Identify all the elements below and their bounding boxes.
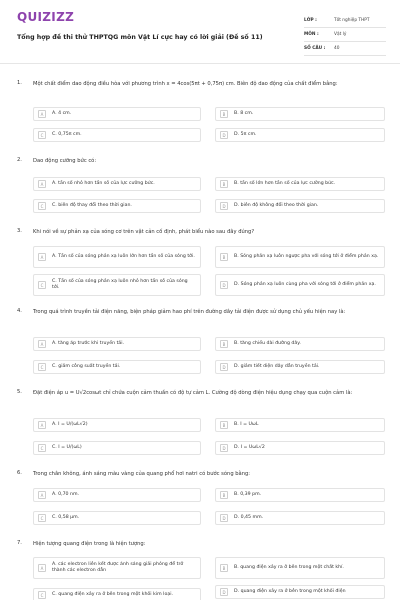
- option-letter: C: [38, 202, 46, 210]
- option-a[interactable]: [33, 557, 201, 579]
- question-text: Đặt điện áp u = U√2cosωt chỉ chứa cuộn cảm thuần có độ tự cảm L. Cường độ dòng điện hiệu dụng chạy qua cuộn cảm là:: [33, 390, 353, 396]
- option-d[interactable]: [215, 511, 385, 525]
- question-number: 2.: [17, 157, 22, 163]
- question-7: [17, 540, 387, 550]
- option-text: C. 0,75π cm.: [52, 131, 82, 137]
- meta-row-class: [304, 14, 386, 28]
- option-text: A. tăng áp trước khi truyền tải.: [52, 340, 125, 346]
- option-letter: B: [220, 421, 228, 429]
- option-letter: D: [220, 202, 228, 210]
- option-d[interactable]: [215, 585, 385, 599]
- option-letter: B: [220, 340, 228, 348]
- option-letter: D: [220, 514, 228, 522]
- option-letter: C: [38, 514, 46, 522]
- option-letter: B: [220, 253, 228, 261]
- meta-info-box: [304, 14, 386, 56]
- question-number: 7.: [17, 540, 22, 546]
- option-b[interactable]: [215, 177, 385, 191]
- option-a[interactable]: [33, 488, 201, 502]
- option-d[interactable]: [215, 128, 385, 142]
- option-text: A. Tần số của sóng phản xạ luôn lớn hơn tần số của sóng tới.: [52, 253, 195, 259]
- option-b[interactable]: [215, 246, 385, 268]
- question-number: 4.: [17, 308, 22, 314]
- option-c[interactable]: [33, 199, 201, 213]
- option-letter: B: [220, 564, 228, 572]
- option-text: D. 0,45 mm.: [234, 514, 264, 520]
- option-c[interactable]: [33, 360, 201, 374]
- option-letter: A: [38, 340, 46, 348]
- meta-key: MÔN :: [304, 32, 319, 37]
- question-text: Khi nói về sự phản xạ của sóng cơ trên vật cản cố định, phát biểu nào sau đây đúng?: [33, 229, 255, 235]
- meta-key: LỚP :: [304, 18, 317, 23]
- option-text: D. giảm tiết diện dây dẫn truyền tải.: [234, 363, 320, 369]
- option-a[interactable]: [33, 418, 201, 432]
- option-c[interactable]: [33, 441, 201, 455]
- quizizz-logo: QUIZIZZ: [17, 10, 75, 24]
- question-text: Dao động cưỡng bức có:: [33, 158, 97, 164]
- meta-value: Tốt nghiệp THPT: [334, 18, 370, 23]
- question-5: [17, 389, 387, 407]
- option-letter: A: [38, 564, 46, 572]
- option-letter: B: [220, 180, 228, 188]
- option-text: B. tăng chiều dài đường dây.: [234, 340, 301, 346]
- option-letter: A: [38, 253, 46, 261]
- option-text: D. I = UωL√2: [234, 444, 265, 450]
- meta-value: Vật lý: [334, 32, 347, 37]
- option-text: A. các electron liên kết được ánh sáng giải phóng để trở thành các electron dẫn: [52, 561, 184, 573]
- option-a[interactable]: [33, 107, 201, 121]
- option-letter: C: [38, 591, 46, 599]
- question-3: [17, 228, 387, 238]
- meta-row-subject: [304, 28, 386, 42]
- question-number: 5.: [17, 389, 22, 395]
- option-text: B. quang điện xảy ra ở bên trong một chất khí.: [234, 564, 344, 570]
- option-text: B. I = UωL: [234, 421, 259, 427]
- option-letter: B: [220, 110, 228, 118]
- option-a[interactable]: [33, 246, 201, 268]
- option-letter: C: [38, 363, 46, 371]
- option-letter: C: [38, 281, 46, 289]
- option-b[interactable]: [215, 557, 385, 579]
- option-a[interactable]: [33, 337, 201, 351]
- option-text: C. quang điện xảy ra ở bên trong một khối kim loại.: [52, 591, 173, 597]
- option-c[interactable]: [33, 511, 201, 525]
- meta-key: SỐ CÂU :: [304, 46, 326, 51]
- option-text: A. 0,70 nm.: [52, 491, 80, 497]
- option-text: C. biên độ thay đổi theo thời gian.: [52, 202, 132, 208]
- question-text: Hiện tượng quang điện trong là hiện tượng:: [33, 541, 146, 547]
- meta-row-count: [304, 42, 386, 56]
- document-header: [0, 0, 400, 64]
- option-a[interactable]: [33, 177, 201, 191]
- option-letter: A: [38, 491, 46, 499]
- option-letter: A: [38, 421, 46, 429]
- question-6: [17, 470, 387, 480]
- question-text: Một chất điểm dao động điều hòa với phương trình x = 4cos(5πt + 0,75π) cm. Biên độ dao động của chất điểm bằng:: [33, 81, 338, 87]
- question-number: 3.: [17, 228, 22, 234]
- question-4: [17, 308, 387, 326]
- option-c[interactable]: [33, 588, 201, 600]
- option-letter: D: [220, 444, 228, 452]
- option-b[interactable]: [215, 337, 385, 351]
- meta-value: 40: [334, 46, 340, 51]
- question-number: 6.: [17, 470, 22, 476]
- option-c[interactable]: [33, 128, 201, 142]
- option-text: C. giảm công suất truyền tải.: [52, 363, 121, 369]
- document-title: Tổng hợp đề thi thử THPTQG môn Vật Lí cực hay có lời giải (Đề số 11): [17, 34, 263, 41]
- option-text: A. tần số nhỏ hơn tần số của lực cưỡng bức.: [52, 180, 155, 186]
- option-c[interactable]: [33, 274, 201, 296]
- option-text: C. 0,58 μm.: [52, 514, 80, 520]
- option-d[interactable]: [215, 441, 385, 455]
- option-text: A. 4 cm.: [52, 110, 72, 116]
- option-letter: A: [38, 110, 46, 118]
- option-text: C. Tần số của sóng phản xạ luôn nhỏ hơn tần số của sóng tới.: [52, 278, 188, 290]
- question-2: [17, 157, 387, 167]
- option-text: D. biên độ không đổi theo thời gian.: [234, 202, 319, 208]
- option-d[interactable]: [215, 360, 385, 374]
- option-text: D. Sóng phản xạ luôn cùng pha với sóng tới ở điểm phản xạ.: [234, 281, 376, 287]
- option-text: D. 5π cm.: [234, 131, 257, 137]
- option-b[interactable]: [215, 488, 385, 502]
- option-d[interactable]: [215, 274, 385, 296]
- option-letter: D: [220, 363, 228, 371]
- option-letter: D: [220, 588, 228, 596]
- question-text: Trong quá trình truyền tải điện năng, biện pháp giảm hao phí trên đường dây tải điện được sử dụng chủ yếu hiện nay là:: [33, 309, 346, 315]
- option-letter: D: [220, 131, 228, 139]
- question-number: 1.: [17, 80, 22, 86]
- option-text: D. quang điện xảy ra ở bên trong một khối điện: [234, 588, 346, 594]
- question-text: Trong chân không, ánh sáng màu vàng của quang phổ hơi natri có bước sóng bằng:: [33, 471, 251, 477]
- option-b[interactable]: [215, 418, 385, 432]
- option-text: B. Sóng phản xạ luôn ngược pha với sóng tới ở điểm phản xạ.: [234, 253, 379, 259]
- option-b[interactable]: [215, 107, 385, 121]
- option-text: B. tần số lớn hơn tần số của lực cưỡng bức.: [234, 180, 336, 186]
- option-letter: C: [38, 131, 46, 139]
- option-d[interactable]: [215, 199, 385, 213]
- option-text: C. I = U/(ωL): [52, 444, 82, 450]
- option-letter: D: [220, 281, 228, 289]
- option-text: B. 8 cm.: [234, 110, 254, 116]
- option-letter: C: [38, 444, 46, 452]
- option-text: A. I = U/(ωL√2): [52, 421, 88, 427]
- option-text: B. 0,39 pm.: [234, 491, 262, 497]
- option-letter: B: [220, 491, 228, 499]
- option-letter: A: [38, 180, 46, 188]
